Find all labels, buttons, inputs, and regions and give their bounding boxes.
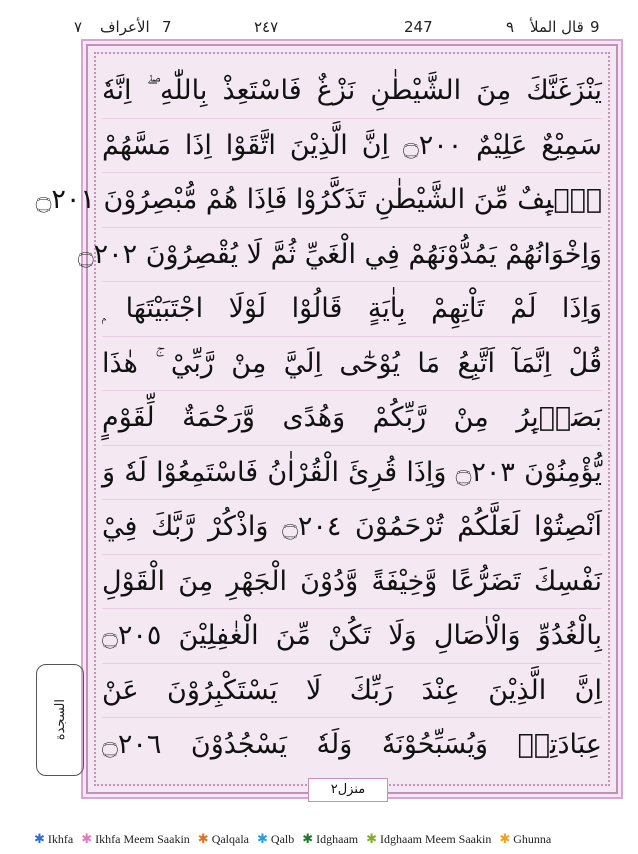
verse-line: اَنْصِتُوْا لَعَلَّكُمْ تُرْحَمُوْنَ ۝٢٠٤ وَاذْكُرْ رَّبَّكَ فِيْ <box>102 500 602 555</box>
legend-label: Ikhfa <box>47 831 74 846</box>
verse-line: بَصَاۗىِٕرُ مِنْ رَّبِّكُمْ وَهُدًى وَّرَحْمَةٌ لِّقَوْمٍ <box>102 391 602 446</box>
juz-number-arabic: ٧ <box>74 18 83 36</box>
legend-label: Idghaam Meem Saakin <box>380 831 492 846</box>
star-icon: ✱ <box>257 831 268 846</box>
legend-label: Qalqala <box>211 831 249 846</box>
legend-item-ikhfa-meem-saakin <box>81 832 190 847</box>
verse-line: بِالْغُدُوِّ وَالْاٰصَالِ وَلَا تَكُنْ مِّنَ الْغٰفِلِيْنَ ۝٢٠٥ <box>102 609 602 664</box>
verse-line: وَاِذَا لَمْ تَاْتِهِمْ بِاٰيَةٍ قَالُوْا لَوْلَا اجْتَبَيْتَهَا ۭ <box>102 282 602 337</box>
juz-number-arabic-right: ٩ <box>506 18 515 36</box>
star-icon: ✱ <box>366 831 378 846</box>
legend-item-qalb <box>257 832 294 847</box>
legend-label: Ghunna <box>513 831 552 846</box>
legend-item-idghaam-meem-saakin <box>366 832 491 847</box>
verse-line: طٰۤىِٕفٌ مِّنَ الشَّيْطٰنِ تَذَكَّرُوْا فَاِذَا هُمْ مُّبْصِرُوْنَ ۝٢٠١ <box>102 173 602 228</box>
verse-line: وَاِخْوَانُهُمْ يَمُدُّوْنَهُمْ فِي الْغَيِّ ثُمَّ لَا يُقْصِرُوْنَ ۝٢٠٢ <box>102 228 602 283</box>
star-icon: ✱ <box>34 831 45 846</box>
surah-name: الأعراف <box>100 18 150 36</box>
legend-item-ghunna <box>499 832 551 847</box>
verse-line: قُلْ اِنَّمَآ اَتَّبِعُ مَا يُوْحٰٓى اِلَيَّ مِنْ رَّبِّيْ ۚ هٰذَا <box>102 337 602 392</box>
juz-number: 9 <box>590 18 600 36</box>
juz-title: قال الملأ <box>530 18 584 36</box>
legend-item-idghaam <box>302 832 358 847</box>
star-icon: ✱ <box>197 831 209 846</box>
verse-line: يُّؤْمِنُوْنَ ۝٢٠٣ وَاِذَا قُرِئَ الْقُرْاٰنُ فَاسْتَمِعُوْا لَهٗ وَ <box>102 446 602 501</box>
legend-label: Ikhfa Meem Saakin <box>95 831 190 846</box>
page-header <box>0 0 638 40</box>
verse-line: عِبَادَتِهٖ وَيُسَبِّحُوْنَهٗ وَلَهٗ يَسْجُدُوْنَ ۝٢٠٦ <box>102 729 602 760</box>
star-icon: ✱ <box>302 831 314 846</box>
tajweed-legend <box>34 830 614 848</box>
star-icon: ✱ <box>81 831 93 846</box>
verse-line: يَنْزَغَنَّكَ مِنَ الشَّيْطٰنِ نَزْغٌ فَاسْتَعِذْ بِاللّٰهِ ۖ اِنَّهٗ <box>102 64 602 119</box>
page-number: 247 <box>404 18 433 36</box>
sajdah-margin-note <box>36 664 84 776</box>
legend-label: Qalb <box>270 831 295 846</box>
verse-line: اِنَّ الَّذِيْنَ عِنْدَ رَبِّكَ لَا يَسْتَكْبِرُوْنَ عَنْ <box>102 664 602 719</box>
page-number-arabic: ٢٤٧ <box>254 18 279 36</box>
legend-item-ikhfa <box>34 832 73 847</box>
legend-item-qalqala <box>198 832 249 847</box>
sajdah-label: السجدة <box>52 699 68 741</box>
surah-number: 7 <box>162 18 172 36</box>
verse-line: سَمِيْعٌ عَلِيْمٌ ۝٢٠٠ اِنَّ الَّذِيْنَ اتَّقَوْا اِذَا مَسَّهُمْ <box>102 119 602 174</box>
manzil-marker: منزل٢ <box>308 778 388 802</box>
legend-label: Idghaam <box>316 831 359 846</box>
verse-line: نَفْسِكَ تَضَرُّعًا وَّخِيْفَةً وَّدُوْنَ الْجَهْرِ مِنَ الْقَوْلِ <box>102 555 602 610</box>
star-icon: ✱ <box>499 831 511 846</box>
